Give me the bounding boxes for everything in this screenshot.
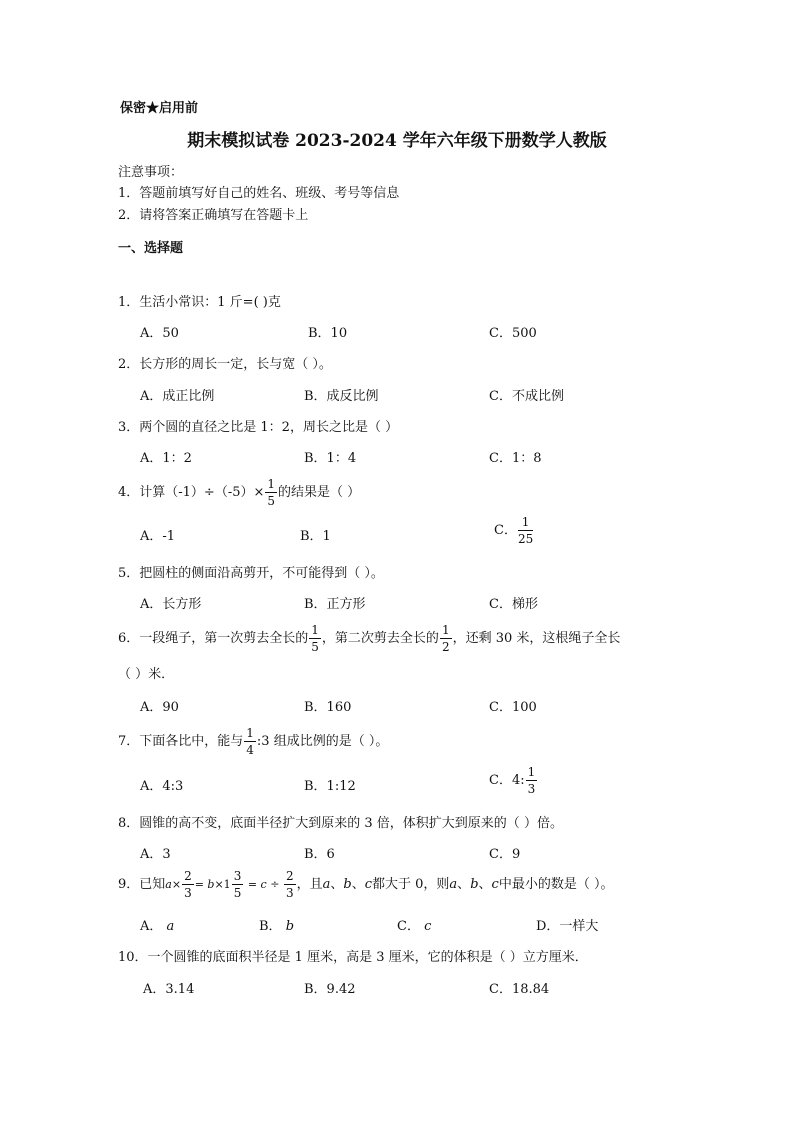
- q4-option-c-fraction: [518, 516, 533, 545]
- q7-option-c-label: C．4:: [489, 773, 525, 788]
- q7-text-pre: 7．下面各比中，能与: [118, 734, 244, 749]
- q4-option-c-label: C．: [494, 523, 517, 538]
- q9-times-2: ×1: [214, 878, 231, 891]
- question-8: 8．圆锥的高不变，底面半径扩大到原来的 3 倍，体积扩大到原来的（ ）倍。: [118, 816, 563, 831]
- q3-option-c: C．1：8: [489, 451, 542, 466]
- q1-option-b: B．10: [308, 326, 348, 341]
- q10-option-b: B．9.42: [304, 982, 356, 997]
- q10-option-c: C．18.84: [489, 982, 550, 997]
- q9-post-var-a: a: [322, 877, 331, 892]
- q7-fraction: [244, 727, 256, 756]
- q4-option-c-numerator: 1: [518, 516, 533, 531]
- q7-option-c-numerator: 1: [527, 765, 536, 779]
- q9-separator-1: 、: [330, 877, 344, 892]
- section-heading: 一、选择题: [118, 241, 184, 256]
- q6-fraction-2-numerator: 1: [441, 623, 450, 637]
- q6-fraction-2-denominator: 2: [441, 640, 450, 654]
- q9-separator-4: 、: [478, 877, 492, 892]
- q6-option-c: C．100: [489, 700, 537, 715]
- q4-option-c-denominator: 25: [517, 532, 534, 546]
- q9-option-c: [397, 915, 431, 934]
- question-10: 10．一个圆锥的底面积半径是 1 厘米，高是 3 厘米，它的体积是（ ）立方厘米．: [118, 950, 588, 965]
- q7-option-b: B．1:12: [304, 779, 356, 794]
- confidential-label: 保密★启用前: [120, 101, 199, 116]
- q9-fraction-2-numerator: 3: [233, 869, 242, 883]
- q9-fraction-3-numerator: 2: [285, 869, 294, 883]
- q9-fraction-1: [182, 870, 194, 899]
- q1-option-a: A．50: [140, 326, 179, 341]
- q5-option-a: A．长方形: [140, 597, 202, 612]
- q1-option-c: C．500: [489, 326, 537, 341]
- q6-text-post: ，还剩 30 米，这根绳子全长: [452, 631, 621, 646]
- q9-option-d: D．一样大: [536, 919, 599, 934]
- q9-option-b-label: B．: [259, 919, 282, 934]
- q6-text-mid: ，第二次剪去全长的: [321, 631, 439, 646]
- q9-fraction-3: [284, 870, 296, 899]
- q4-text-post: 的结果是（ ）: [278, 485, 361, 500]
- q7-fraction-denominator: 4: [246, 743, 254, 757]
- q4-option-b: B．1: [300, 529, 331, 544]
- q9-text-post-2: 都大于 0，则: [372, 877, 450, 892]
- q7-option-a: A．4:3: [140, 779, 184, 794]
- q8-option-b: B．6: [304, 847, 335, 862]
- question-9: [118, 870, 613, 899]
- question-6-line-2: （ ）米．: [118, 667, 175, 682]
- q5-option-b: B．正方形: [304, 597, 366, 612]
- q9-text-post-1: ，且: [296, 877, 323, 892]
- q7-text-post: :3 组成比例的是（ ）。: [256, 734, 389, 749]
- q8-option-c: C．9: [489, 847, 521, 862]
- q3-option-b: B．1：4: [304, 451, 357, 466]
- q6-option-a: A．90: [140, 700, 179, 715]
- q7-option-c-fraction: [526, 766, 538, 795]
- q7-fraction-numerator: 1: [246, 726, 254, 740]
- q9-post-var-c-2: c: [491, 877, 499, 892]
- question-6: [118, 624, 620, 653]
- q9-separator-3: 、: [457, 877, 471, 892]
- question-3: 3．两个圆的直径之比是 1：2，周长之比是（ ）: [118, 420, 399, 435]
- question-7: [118, 727, 388, 756]
- q9-var-b: b: [207, 878, 215, 891]
- note-item-1: 1．答题前填写好自己的姓名、班级、考号等信息: [118, 186, 400, 201]
- q2-option-b: B．成反比例: [304, 389, 379, 404]
- q9-option-c-label: C．: [397, 919, 420, 934]
- q10-option-a: A．3.14: [143, 982, 195, 997]
- q9-equals-2: =: [244, 878, 261, 891]
- q9-var-c: c: [260, 878, 267, 891]
- question-2: 2．长方形的周长一定，长与宽（ ）。: [118, 357, 332, 372]
- q9-fraction-2-denominator: 5: [233, 886, 242, 900]
- q9-post-var-b: b: [343, 877, 352, 892]
- q6-fraction-1: [309, 624, 321, 653]
- q9-fraction-2: [232, 870, 244, 899]
- q2-option-a: A．成正比例: [140, 389, 215, 404]
- q9-option-a-var: a: [166, 919, 175, 934]
- q9-fraction-3-denominator: 3: [285, 886, 294, 900]
- q6-fraction-1-numerator: 1: [311, 623, 319, 637]
- q9-option-c-var: c: [424, 919, 432, 934]
- q9-fraction-1-numerator: 2: [184, 869, 192, 883]
- q9-option-b: [259, 915, 294, 934]
- q5-option-c: C．梯形: [489, 597, 538, 612]
- q9-equals-1: =: [194, 878, 208, 891]
- q7-option-c-denominator: 3: [527, 782, 536, 796]
- q6-text-pre: 6．一段绳子，第一次剪去全长的: [118, 631, 309, 646]
- q9-fraction-1-denominator: 3: [184, 886, 192, 900]
- q2-option-c: C．不成比例: [489, 389, 564, 404]
- q9-text-pre: 9．已知: [118, 877, 166, 892]
- q9-divide: ÷: [266, 878, 283, 891]
- q4-fraction: [265, 478, 277, 507]
- notes-heading: 注意事项：: [118, 165, 184, 180]
- q9-option-a: [140, 915, 174, 934]
- q4-fraction-numerator: 1: [267, 477, 276, 491]
- q9-times-1: ×: [171, 878, 182, 891]
- q9-post-var-a-2: a: [449, 877, 458, 892]
- q8-option-a: A．3: [140, 847, 171, 862]
- q6-fraction-1-denominator: 5: [311, 640, 319, 654]
- q4-option-a: A．-1: [140, 529, 176, 544]
- question-4: [118, 478, 360, 507]
- q4-option-c: [494, 516, 534, 545]
- q9-separator-2: 、: [351, 877, 365, 892]
- note-item-2: 2．请将答案正确填写在答题卡上: [118, 208, 309, 223]
- page-title: 期末模拟试卷 2023-2024 学年六年级下册数学人教版: [187, 131, 607, 151]
- q9-option-b-var: b: [285, 919, 295, 934]
- question-1: 1．生活小常识：1 斤=( )克: [118, 295, 281, 310]
- question-5: 5．把圆柱的侧面沿高剪开，不可能得到（ ）。: [118, 566, 384, 581]
- q9-var-a: a: [165, 878, 172, 891]
- q4-text-pre: 4．计算（-1）÷（-5）×: [118, 485, 265, 500]
- q3-option-a: A．1：2: [140, 451, 192, 466]
- q7-option-c: [489, 766, 538, 795]
- q6-fraction-2: [440, 624, 452, 653]
- q9-post-var-b-2: b: [470, 877, 479, 892]
- q4-fraction-denominator: 5: [267, 494, 276, 508]
- q9-post-var-c: c: [364, 877, 372, 892]
- q9-text-post-3: 中最小的数是（ ）。: [498, 877, 614, 892]
- q6-option-b: B．160: [304, 700, 352, 715]
- q9-option-a-label: A．: [140, 919, 163, 934]
